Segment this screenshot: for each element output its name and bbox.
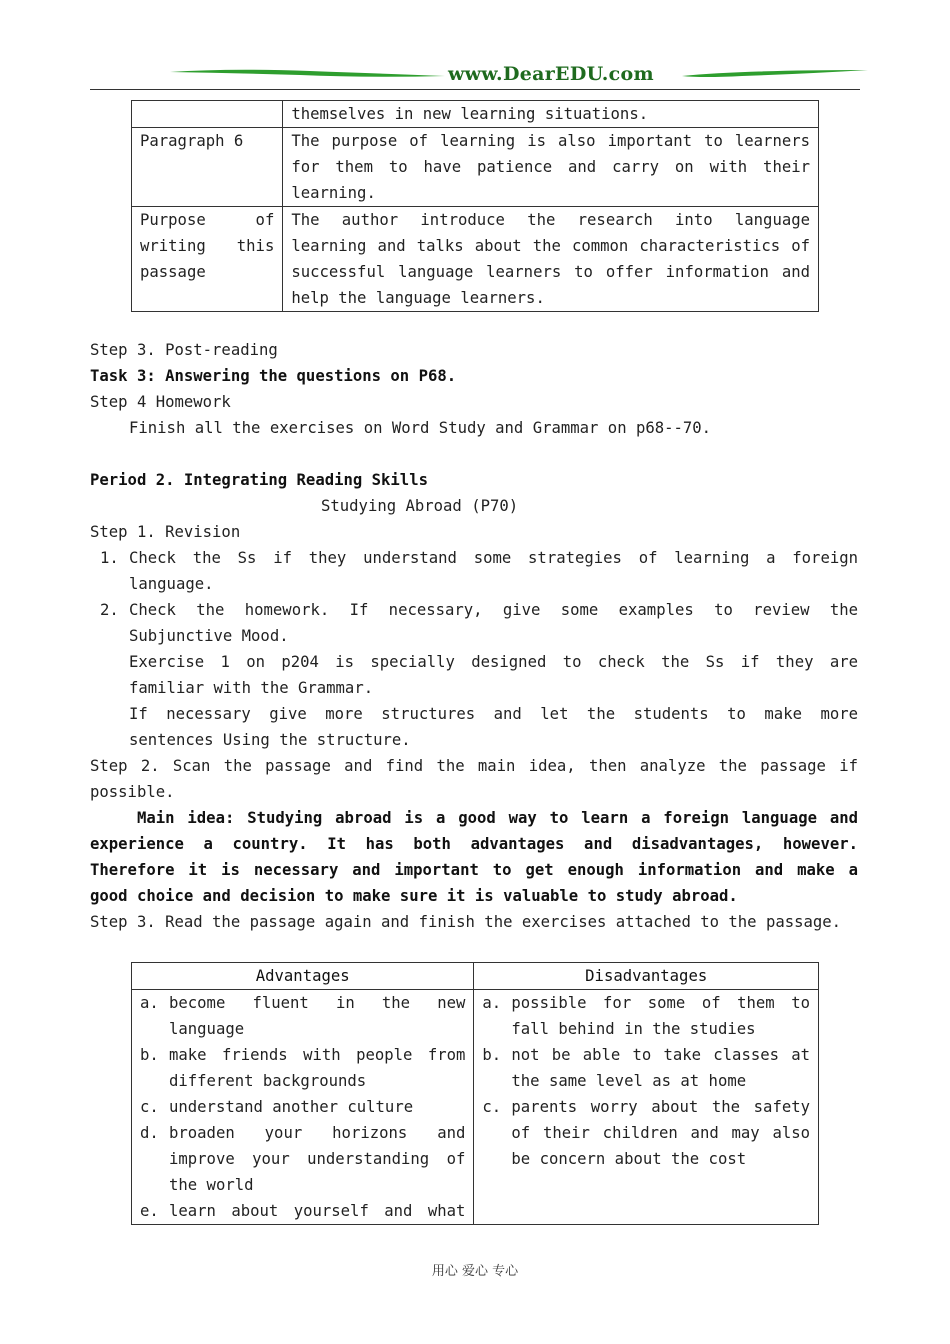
table-row: [132, 207, 819, 312]
table-row: [132, 101, 819, 128]
content-line: learning.: [291, 184, 376, 202]
list-marker: e.: [140, 1202, 159, 1220]
content-line: The purpose of learning is also important to learners: [291, 132, 810, 150]
paragraph-line: Main idea: Studying abroad is a good way to learn a foreign language and: [137, 809, 858, 827]
list-line: be concern about the cost: [511, 1150, 747, 1168]
row-content-cell: [283, 101, 819, 128]
homework-text: Finish all the exercises on Word Study and Grammar on p68--70.: [129, 419, 712, 437]
content-line: The author introduce the research into language: [291, 211, 810, 229]
step-3-read: Step 3. Read the passage again and finish the exercises attached to the passage.: [90, 913, 842, 931]
page-header: [90, 62, 860, 90]
table-row: [132, 990, 819, 1225]
list-item: [482, 1042, 810, 1094]
list-line: become fluent in the new: [169, 994, 466, 1012]
row-label-cell: [132, 207, 283, 312]
table-row: [132, 128, 819, 207]
lesson-subtitle: Studying Abroad (P70): [321, 497, 519, 515]
label-line: Paragraph 6: [140, 132, 244, 150]
revision-list: [100, 545, 858, 649]
label-line: writing this: [140, 237, 275, 255]
list-item: [140, 1094, 465, 1120]
content-line: learning and talks about the common characteristics of: [291, 237, 810, 255]
list-marker: d.: [140, 1124, 159, 1142]
step-4-homework: Step 4 Homework: [90, 393, 231, 411]
advantages-header: [132, 963, 474, 990]
list-marker: 1.: [100, 549, 119, 567]
list-line: fall behind in the studies: [511, 1020, 756, 1038]
paragraph-summary-table: [131, 100, 819, 312]
list-line: the world: [169, 1176, 254, 1194]
list-item: [140, 1120, 465, 1198]
advantages-cell: [132, 990, 474, 1225]
list-line: broaden your horizons and: [169, 1124, 466, 1142]
header-label: Advantages: [255, 967, 350, 985]
left-swoosh-graphic: [170, 68, 445, 78]
content-line: for them to have patience and carry on with their: [291, 158, 810, 176]
row-content-cell: [283, 207, 819, 312]
paragraph-line: possible.: [90, 783, 175, 801]
list-marker: b.: [482, 1046, 502, 1064]
list-item: [140, 1042, 465, 1094]
label-line: passage: [140, 263, 206, 281]
content-line: themselves in new learning situations.: [291, 105, 649, 123]
paragraph-line: Therefore it is necessary and important to get enough information and make a: [90, 861, 858, 879]
structures-paragraph: [129, 701, 858, 753]
list-marker: c.: [482, 1098, 502, 1116]
table-header-row: [132, 963, 819, 990]
list-line: Subjunctive Mood.: [129, 627, 289, 645]
paragraph-line: Step 2. Scan the passage and find the main idea, then analyze the passage if: [90, 757, 858, 775]
label-line: Purpose of: [140, 211, 275, 229]
list-line: language.: [129, 575, 214, 593]
list-line: language: [169, 1020, 245, 1038]
list-line: Check the Ss if they understand some strategies of learning a foreign: [129, 549, 858, 567]
list-item: [100, 545, 858, 597]
list-item: [482, 990, 810, 1042]
header-label: Disadvantages: [585, 967, 708, 985]
right-swoosh-graphic: [682, 68, 868, 78]
list-line: learn about yourself and what: [169, 1202, 466, 1220]
list-item: [140, 990, 465, 1042]
list-line: make friends with people from: [169, 1046, 466, 1064]
page-footer: 用心 爱心 专心: [431, 1264, 519, 1279]
step-3-post-reading: Step 3. Post-reading: [90, 341, 278, 359]
content-line: successful language learners to offer information and: [291, 263, 810, 281]
paragraph-line: If necessary give more structures and let the students to make more: [129, 705, 858, 723]
paragraph-line: Exercise 1 on p204 is specially designed to check the Ss if they are: [129, 653, 858, 671]
list-marker: c.: [140, 1098, 159, 1116]
list-line: of their children and may also: [511, 1124, 810, 1142]
site-logo: www.DearEDU.com: [448, 63, 654, 85]
step-2-scan: [90, 753, 858, 805]
exercise-paragraph: [129, 649, 858, 701]
period-2-heading: Period 2. Integrating Reading Skills: [90, 471, 428, 489]
paragraph-line: good choice and decision to make sure it is valuable to study abroad.: [90, 887, 738, 905]
row-content-cell: [283, 128, 819, 207]
list-marker: b.: [140, 1046, 159, 1064]
list-item: [482, 1094, 810, 1172]
advantages-disadvantages-table: [131, 962, 819, 1225]
list-line: different backgrounds: [169, 1072, 367, 1090]
row-label-cell: [132, 101, 283, 128]
row-label-cell: [132, 128, 283, 207]
header-rule: [90, 89, 860, 90]
list-line: not be able to take classes at: [511, 1046, 810, 1064]
list-marker: a.: [140, 994, 159, 1012]
paragraph-line: experience a country. It has both advantages and disadvantages, however.: [90, 835, 858, 853]
list-line: possible for some of them to: [511, 994, 810, 1012]
step-1-revision: Step 1. Revision: [90, 523, 241, 541]
list-line: improve your understanding of: [169, 1150, 466, 1168]
list-marker: a.: [482, 994, 502, 1012]
list-item: [100, 597, 858, 649]
content-line: help the language learners.: [291, 289, 545, 307]
list-line: the same level as at home: [511, 1072, 747, 1090]
paragraph-line: sentences Using the structure.: [129, 731, 411, 749]
list-line: Check the homework. If necessary, give some examples to review the: [129, 601, 858, 619]
paragraph-line: familiar with the Grammar.: [129, 679, 374, 697]
list-marker: 2.: [100, 601, 119, 619]
disadvantages-header: [474, 963, 819, 990]
task-3-heading: Task 3: Answering the questions on P68.: [90, 367, 457, 385]
list-line: parents worry about the safety: [511, 1098, 810, 1116]
disadvantages-cell: [474, 990, 819, 1225]
list-item: [140, 1198, 465, 1224]
list-line: understand another culture: [169, 1098, 414, 1116]
main-idea-paragraph: [90, 805, 858, 909]
